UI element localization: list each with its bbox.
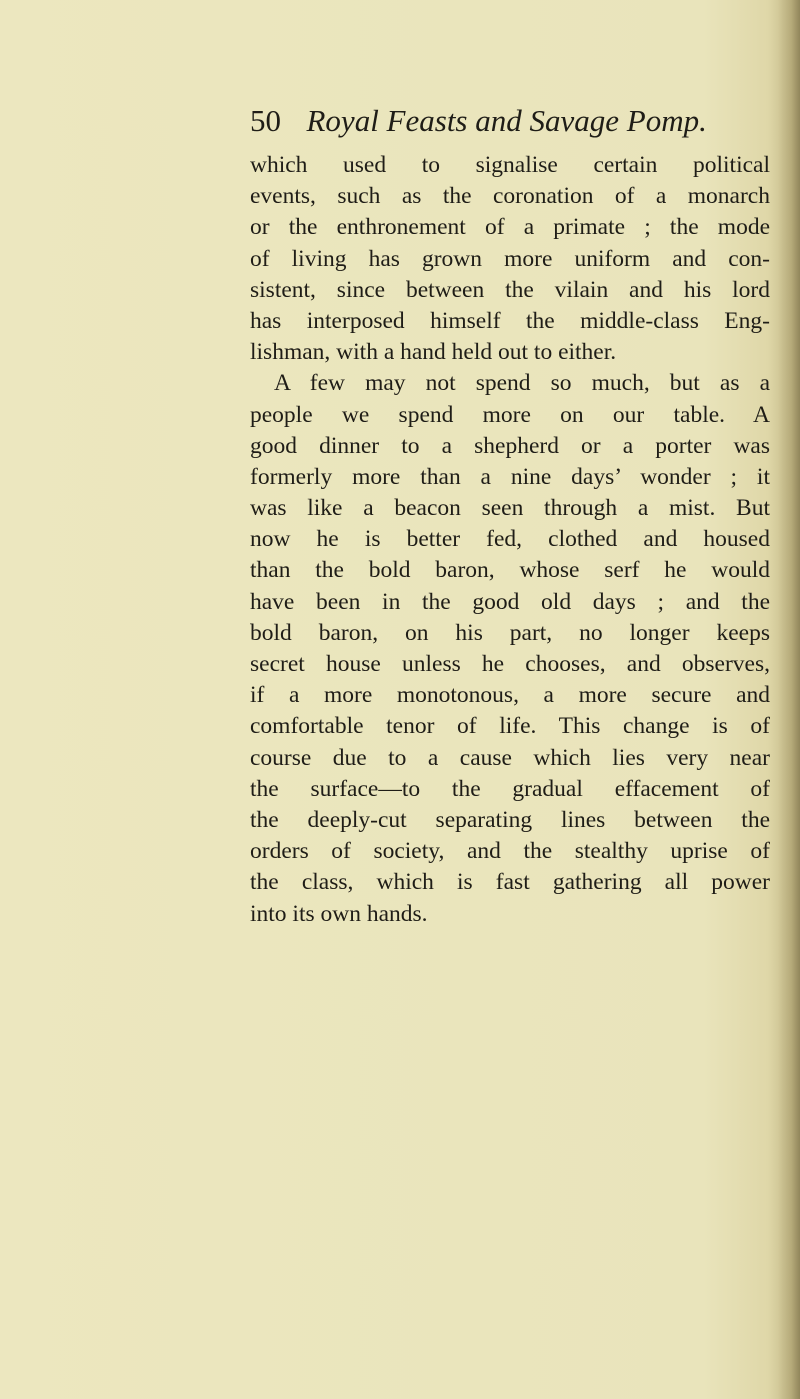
text-line: formerly more than a nine days’ wonder ; it (250, 463, 770, 490)
text-line: than the bold baron, whose serf he would (250, 557, 770, 584)
text-line: which used to signalise certain political (250, 152, 770, 178)
text-line: the surface—to the gradual effacement of (250, 775, 770, 802)
text-line: orders of society, and the stealthy uprise of (250, 838, 770, 865)
page-edge-shadow (778, 0, 800, 1399)
text-line: course due to a cause which lies very near (250, 744, 770, 771)
text-line: events, such as the coronation of a monarch (250, 183, 770, 210)
running-head (250, 101, 770, 141)
body-text (250, 150, 770, 930)
text-line: secret house unless he chooses, and observes, (250, 651, 770, 677)
text-line: bold baron, on his part, no longer keeps (250, 619, 770, 646)
text-line: comfortable tenor of life. This change is of (250, 713, 770, 740)
text-line: was like a beacon seen through a mist. But (250, 495, 770, 522)
text-line: now he is better fed, clothed and housed (250, 526, 770, 553)
text-line: if a more monotonous, a more secure and (250, 682, 770, 709)
text-line: has interposed himself the middle-class Eng- (250, 307, 770, 334)
text-line: of living has grown more uniform and con- (250, 245, 770, 272)
text-line: A few may not spend so much, but as a (274, 370, 770, 397)
text-line: people we spend more on our table. A (250, 401, 770, 428)
text-line: sistent, since between the vilain and his lord (250, 276, 770, 303)
text-line: have been in the good old days ; and the (250, 588, 770, 615)
text-line: lishman, with a hand held out to either. (250, 339, 617, 366)
text-line: or the enthronement of a primate ; the mode (250, 214, 770, 241)
text-line: the class, which is fast gathering all power (250, 869, 770, 896)
text-line: the deeply-cut separating lines between the (250, 806, 770, 833)
text-line: into its own hands. (250, 900, 428, 927)
text-line: good dinner to a shepherd or a porter was (250, 432, 770, 459)
book-title: Royal Feasts and Savage Pomp. (306, 103, 707, 138)
page-number: 50 (250, 103, 281, 138)
